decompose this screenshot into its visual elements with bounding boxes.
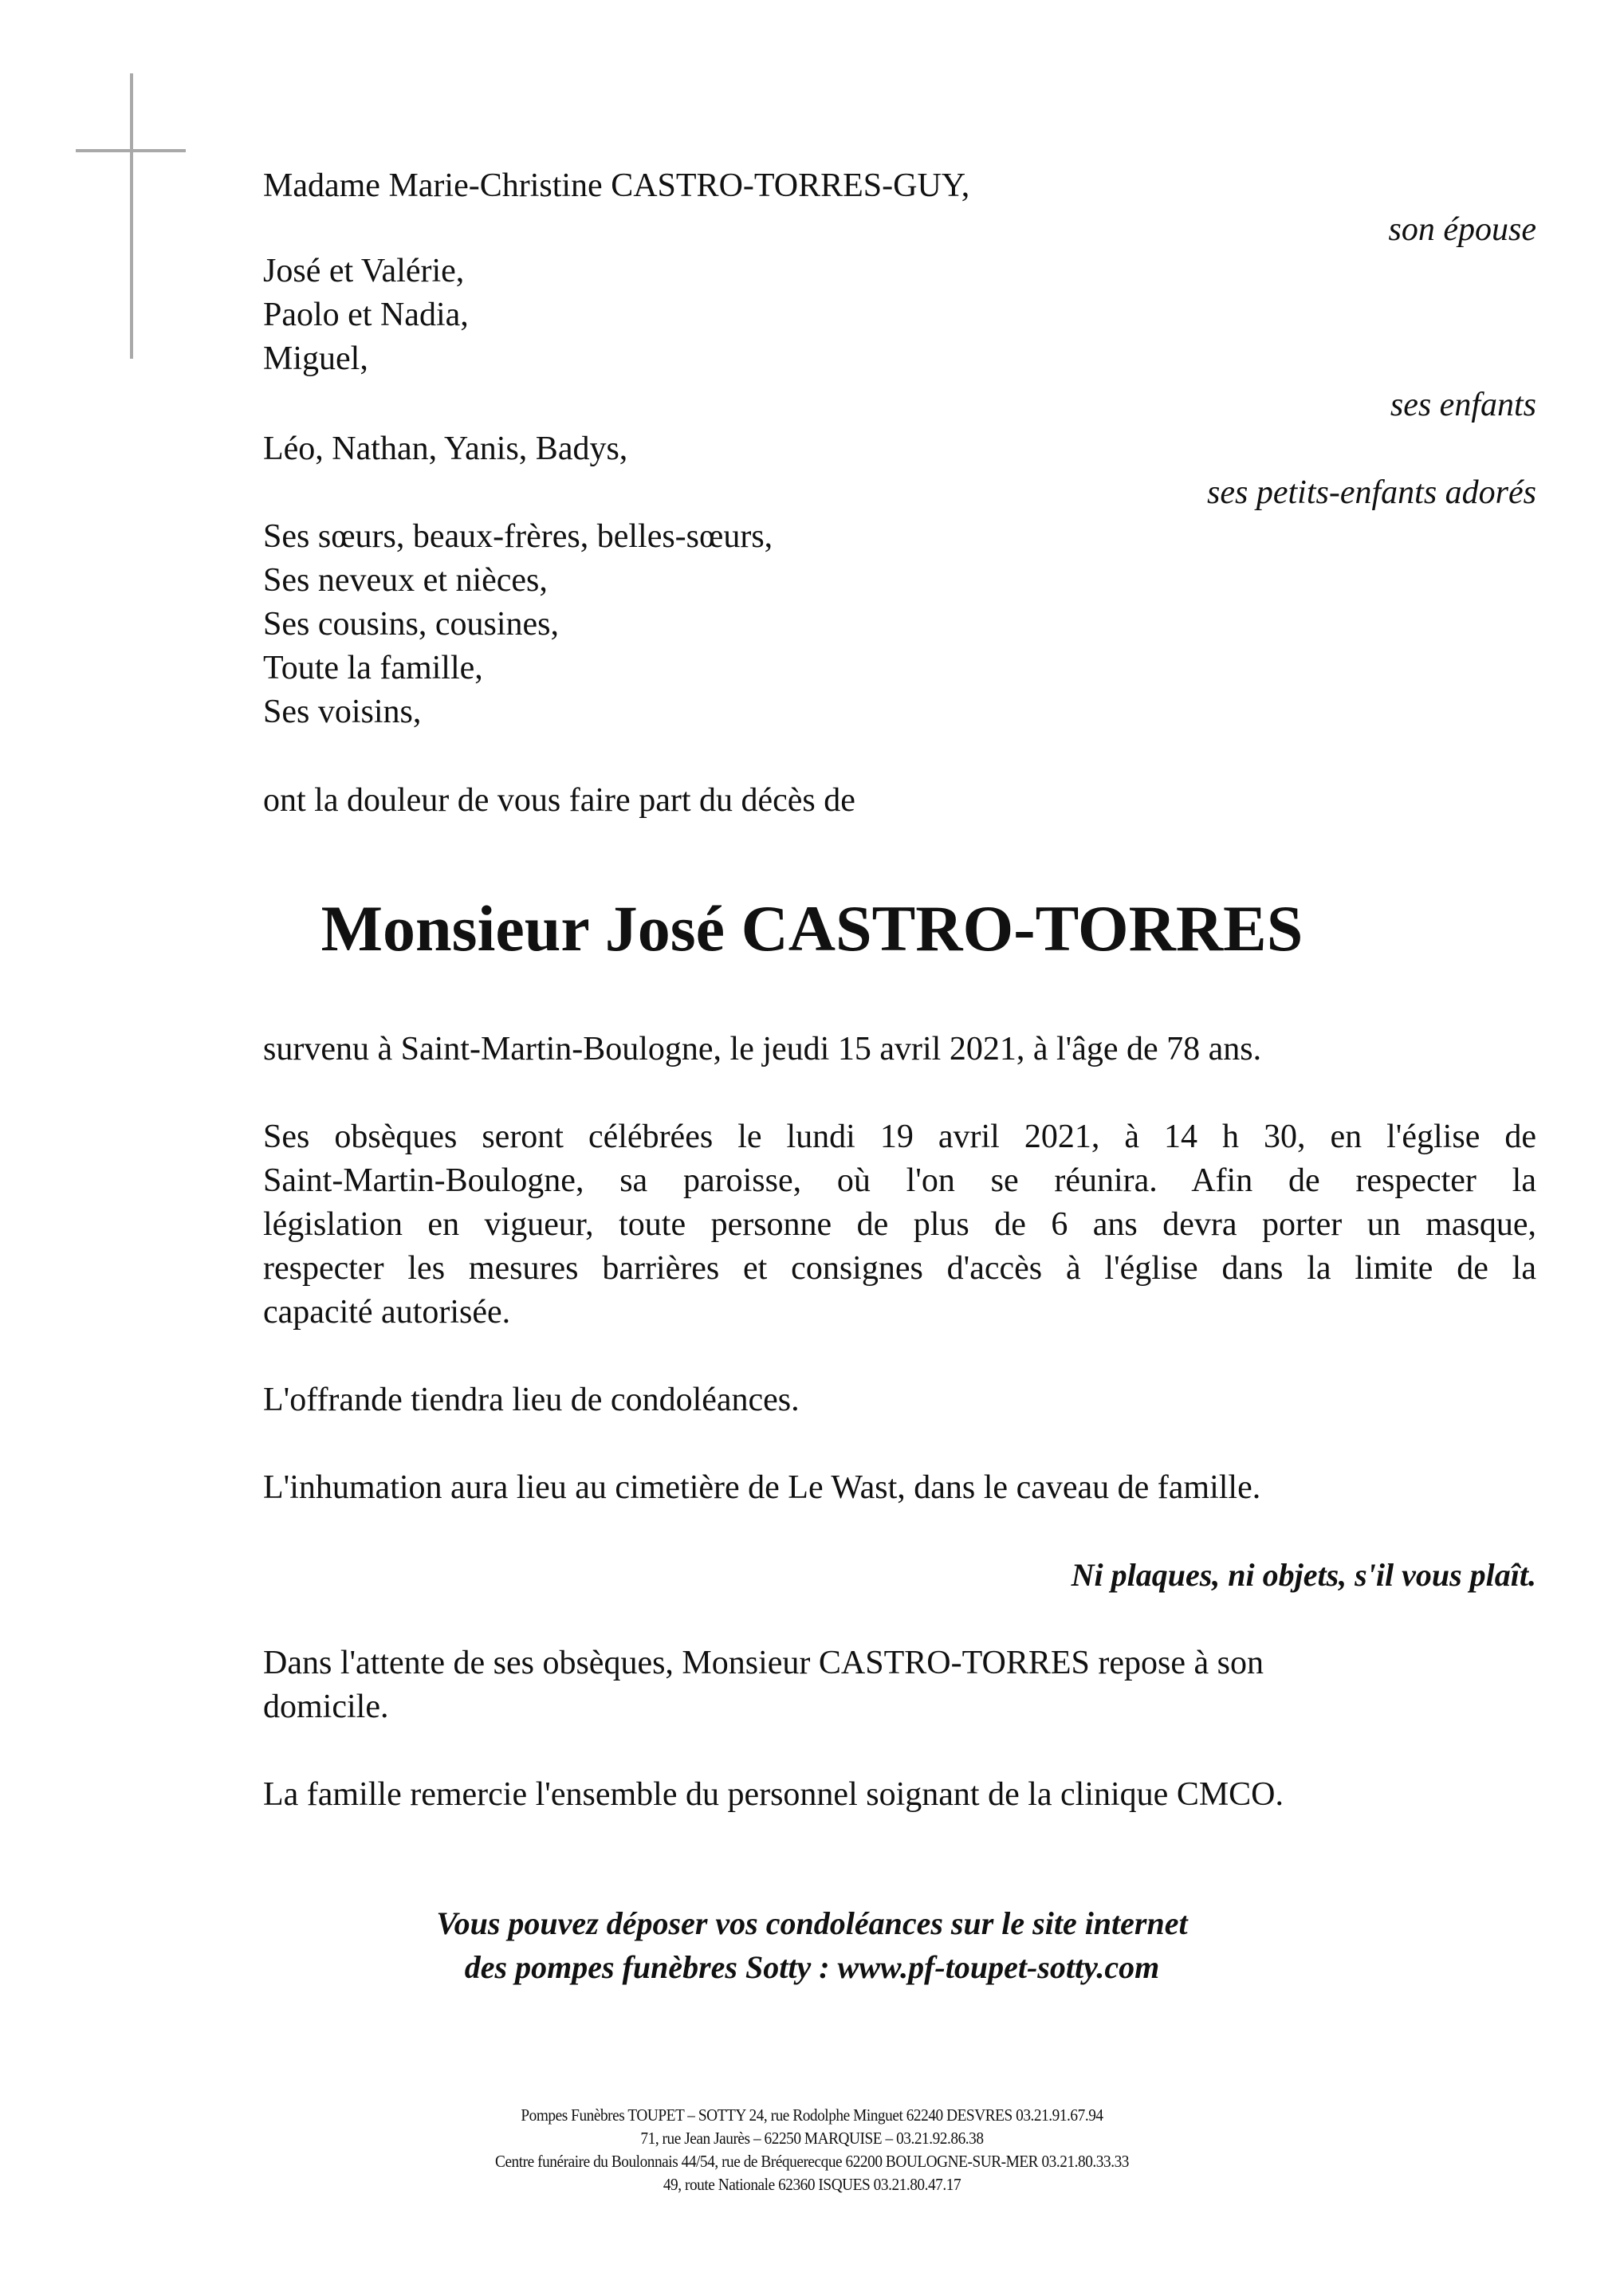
condolences-line: Vous pouvez déposer vos condoléances sur le site internet	[436, 1905, 1188, 1941]
relatives-line: Ses voisins,	[263, 694, 422, 730]
relatives-line: Ses sœurs, beaux-frères, belles-sœurs,	[263, 518, 773, 555]
burial: L'inhumation aura lieu au cimetière de Le Wast, dans le caveau de famille.	[263, 1469, 1261, 1506]
funeral-line: Saint-Martin-Boulogne, sa paroisse, où l'on se réunira. Afin de respecter la	[263, 1162, 1536, 1199]
death-details: survenu à Saint-Martin-Boulogne, le jeudi 15 avril 2021, à l'âge de 78 ans.	[263, 1031, 1262, 1067]
grandchildren-role: ses petits-enfants adorés	[1207, 474, 1536, 511]
relatives-line: Ses cousins, cousines,	[263, 606, 559, 643]
footer-line: Pompes Funèbres TOUPET – SOTTY 24, rue Rodolphe Minguet 62240 DESVRES 03.21.91.67.94	[521, 2105, 1103, 2125]
funeral-line: respecter les mesures barrières et consignes d'accès à l'église dans la limite de la	[263, 1250, 1536, 1287]
children-role: ses enfants	[1390, 387, 1536, 423]
funeral-line: législation en vigueur, toute personne de plus de 6 ans devra porter un masque,	[263, 1206, 1536, 1243]
offering: L'offrande tiendra lieu de condoléances.	[263, 1382, 800, 1418]
child-line: Miguel,	[263, 340, 368, 377]
no-flowers-notice: Ni plaques, ni objets, s'il vous plaît.	[1071, 1557, 1536, 1593]
child-line: Paolo et Nadia,	[263, 297, 469, 333]
thanks: La famille remercie l'ensemble du personnel soignant de la clinique CMCO.	[263, 1776, 1284, 1813]
grandchildren: Léo, Nathan, Yanis, Badys,	[263, 431, 628, 467]
child-line: José et Valérie,	[263, 253, 465, 289]
spouse-role: son épouse	[1388, 211, 1536, 248]
condolences-line: des pompes funèbres Sotty : www.pf-toupet-sotty.com	[464, 1949, 1160, 1985]
relatives-line: Toute la famille,	[263, 650, 483, 686]
repose-line: domicile.	[263, 1689, 389, 1725]
funeral-line: Ses obsèques seront célébrées le lundi 19 avril 2021, à 14 h 30, en l'église de	[263, 1119, 1536, 1155]
footer-line: Centre funéraire du Boulonnais 44/54, rue de Bréquerecque 62200 BOULOGNE-SUR-MER 03.21.80.33.33	[495, 2152, 1129, 2171]
footer-line: 49, route Nationale 62360 ISQUES 03.21.80.47.17	[663, 2175, 961, 2194]
cross-icon	[130, 73, 133, 359]
footer-line: 71, rue Jean Jaurès – 62250 MARQUISE – 03.21.92.86.38	[640, 2129, 984, 2148]
funeral-line: capacité autorisée.	[263, 1294, 511, 1331]
spouse-name: Madame Marie-Christine CASTRO-TORRES-GUY,	[263, 167, 970, 204]
announcement: ont la douleur de vous faire part du décès de	[263, 782, 855, 819]
repose-line: Dans l'attente de ses obsèques, Monsieur CASTRO-TORRES repose à son	[263, 1645, 1264, 1681]
cross-icon-bar	[76, 149, 186, 152]
deceased-name: Monsieur José CASTRO-TORRES	[320, 892, 1304, 965]
relatives-line: Ses neveux et nièces,	[263, 562, 548, 599]
